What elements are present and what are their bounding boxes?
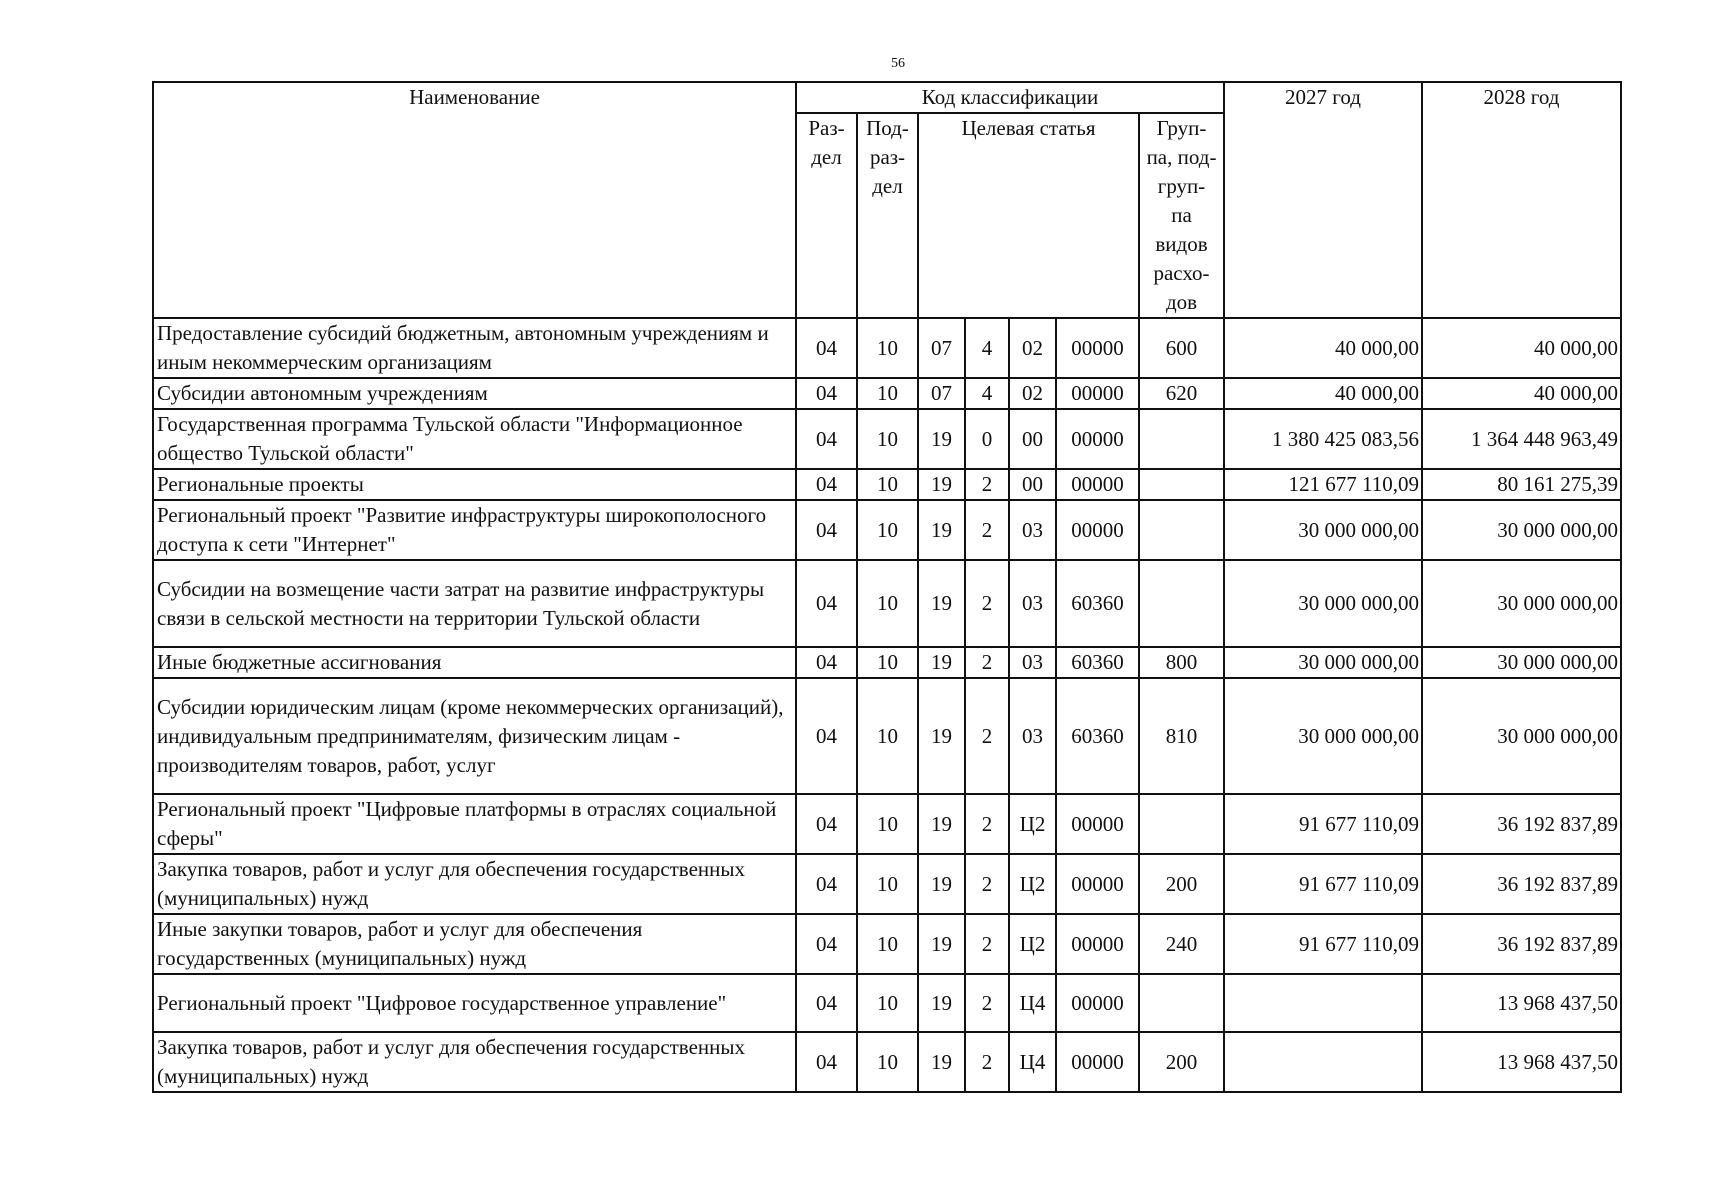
row-name: Региональные проекты <box>153 469 796 500</box>
row-target-direction: 00000 <box>1056 378 1139 409</box>
row-target-event: Ц2 <box>1009 794 1056 854</box>
row-target-direction: 00000 <box>1056 318 1139 378</box>
table-row <box>153 794 1621 854</box>
row-target-event: 03 <box>1009 560 1056 647</box>
row-expense-group: 600 <box>1139 318 1224 378</box>
row-amount-2027: 91 677 110,09 <box>1224 854 1422 914</box>
header-year-2028: 2028 год <box>1422 82 1621 318</box>
row-target-event: 03 <box>1009 678 1056 794</box>
row-amount-2027: 121 677 110,09 <box>1224 469 1422 500</box>
page-number: 56 <box>891 56 905 71</box>
row-podrazdel: 10 <box>857 469 918 500</box>
row-target-program: 19 <box>918 560 965 647</box>
table-row <box>153 500 1621 560</box>
row-name: Иные бюджетные ассигнования <box>153 647 796 678</box>
header-podrazdel: Под- раз- дел <box>857 113 918 318</box>
row-target-type: 0 <box>965 409 1009 469</box>
row-razdel: 04 <box>796 678 857 794</box>
budget-table <box>152 81 1622 1093</box>
row-amount-2028: 13 968 437,50 <box>1422 974 1621 1032</box>
row-expense-group: 200 <box>1139 854 1224 914</box>
row-target-type: 2 <box>965 500 1009 560</box>
row-expense-group <box>1139 974 1224 1032</box>
row-name: Государственная программа Тульской области "Информационное общество Тульской области" <box>153 409 796 469</box>
row-razdel: 04 <box>796 854 857 914</box>
row-razdel: 04 <box>796 318 857 378</box>
row-name: Региональный проект "Цифровое государственное управление" <box>153 974 796 1032</box>
table-row <box>153 469 1621 500</box>
row-target-event: 03 <box>1009 500 1056 560</box>
row-target-type: 4 <box>965 318 1009 378</box>
table-row <box>153 409 1621 469</box>
row-razdel: 04 <box>796 647 857 678</box>
row-target-event: 00 <box>1009 409 1056 469</box>
row-razdel: 04 <box>796 500 857 560</box>
row-expense-group: 240 <box>1139 914 1224 974</box>
row-razdel: 04 <box>796 409 857 469</box>
row-target-direction: 00000 <box>1056 914 1139 974</box>
row-razdel: 04 <box>796 914 857 974</box>
row-target-type: 2 <box>965 678 1009 794</box>
row-amount-2027: 30 000 000,00 <box>1224 678 1422 794</box>
row-amount-2027: 91 677 110,09 <box>1224 794 1422 854</box>
row-target-event: Ц4 <box>1009 974 1056 1032</box>
row-podrazdel: 10 <box>857 560 918 647</box>
row-target-program: 19 <box>918 974 965 1032</box>
row-target-direction: 00000 <box>1056 794 1139 854</box>
row-name: Иные закупки товаров, работ и услуг для обеспечения государственных (муниципальных) нужд <box>153 914 796 974</box>
row-target-type: 2 <box>965 974 1009 1032</box>
header-group: Груп- па, под- груп- па видов расхо- дов <box>1139 113 1224 318</box>
table-row <box>153 914 1621 974</box>
row-amount-2028: 36 192 837,89 <box>1422 914 1621 974</box>
header-razdel: Раз- дел <box>796 113 857 318</box>
row-name: Закупка товаров, работ и услуг для обеспечения государственных (муниципальных) нужд <box>153 854 796 914</box>
header-year-2027: 2027 год <box>1224 82 1422 318</box>
row-expense-group <box>1139 469 1224 500</box>
table-row <box>153 378 1621 409</box>
row-razdel: 04 <box>796 794 857 854</box>
table-row <box>153 854 1621 914</box>
row-podrazdel: 10 <box>857 318 918 378</box>
row-target-direction: 00000 <box>1056 1032 1139 1092</box>
row-podrazdel: 10 <box>857 678 918 794</box>
row-target-event: 02 <box>1009 378 1056 409</box>
row-podrazdel: 10 <box>857 500 918 560</box>
row-expense-group <box>1139 560 1224 647</box>
row-name: Субсидии автономным учреждениям <box>153 378 796 409</box>
row-amount-2027 <box>1224 1032 1422 1092</box>
row-amount-2028: 36 192 837,89 <box>1422 794 1621 854</box>
row-name: Региональный проект "Развитие инфраструктуры широкополосного доступа к сети "Интернет" <box>153 500 796 560</box>
row-amount-2027: 40 000,00 <box>1224 318 1422 378</box>
row-target-program: 19 <box>918 914 965 974</box>
row-podrazdel: 10 <box>857 1032 918 1092</box>
row-target-event: 02 <box>1009 318 1056 378</box>
row-expense-group: 810 <box>1139 678 1224 794</box>
row-target-program: 07 <box>918 378 965 409</box>
row-podrazdel: 10 <box>857 409 918 469</box>
table-row <box>153 647 1621 678</box>
row-target-type: 2 <box>965 469 1009 500</box>
row-amount-2027: 30 000 000,00 <box>1224 560 1422 647</box>
row-amount-2027 <box>1224 974 1422 1032</box>
row-target-program: 19 <box>918 1032 965 1092</box>
table-body <box>153 318 1621 1092</box>
row-podrazdel: 10 <box>857 974 918 1032</box>
row-expense-group: 200 <box>1139 1032 1224 1092</box>
row-name: Региональный проект "Цифровые платформы в отраслях социальной сферы" <box>153 794 796 854</box>
row-amount-2028: 30 000 000,00 <box>1422 647 1621 678</box>
row-target-program: 07 <box>918 318 965 378</box>
row-target-direction: 00000 <box>1056 854 1139 914</box>
row-name: Субсидии на возмещение части затрат на развитие инфраструктуры связи в сельской местности на территории Тульской области <box>153 560 796 647</box>
header-target: Целевая статья <box>918 113 1139 318</box>
row-target-direction: 60360 <box>1056 560 1139 647</box>
row-target-type: 4 <box>965 378 1009 409</box>
row-amount-2028: 1 364 448 963,49 <box>1422 409 1621 469</box>
table-row <box>153 678 1621 794</box>
row-expense-group: 620 <box>1139 378 1224 409</box>
row-expense-group <box>1139 409 1224 469</box>
row-name: Предоставление субсидий бюджетным, автономным учреждениям и иным некоммерческим организациям <box>153 318 796 378</box>
row-podrazdel: 10 <box>857 647 918 678</box>
row-amount-2028: 40 000,00 <box>1422 378 1621 409</box>
row-target-program: 19 <box>918 647 965 678</box>
row-amount-2027: 1 380 425 083,56 <box>1224 409 1422 469</box>
row-target-program: 19 <box>918 794 965 854</box>
row-razdel: 04 <box>796 378 857 409</box>
row-razdel: 04 <box>796 974 857 1032</box>
header-name: Наименование <box>153 82 796 318</box>
table-row <box>153 318 1621 378</box>
row-razdel: 04 <box>796 469 857 500</box>
row-podrazdel: 10 <box>857 854 918 914</box>
table-row <box>153 560 1621 647</box>
row-amount-2027: 40 000,00 <box>1224 378 1422 409</box>
row-target-type: 2 <box>965 854 1009 914</box>
row-target-event: 00 <box>1009 469 1056 500</box>
row-target-program: 19 <box>918 678 965 794</box>
row-name: Субсидии юридическим лицам (кроме некоммерческих организаций), индивидуальным предпринимателям, физическим лицам - производителям товаров, работ, услуг <box>153 678 796 794</box>
row-razdel: 04 <box>796 1032 857 1092</box>
row-amount-2027: 30 000 000,00 <box>1224 647 1422 678</box>
table-row <box>153 1032 1621 1092</box>
row-razdel: 04 <box>796 560 857 647</box>
row-podrazdel: 10 <box>857 914 918 974</box>
row-target-type: 2 <box>965 647 1009 678</box>
row-podrazdel: 10 <box>857 794 918 854</box>
row-amount-2027: 30 000 000,00 <box>1224 500 1422 560</box>
row-amount-2028: 36 192 837,89 <box>1422 854 1621 914</box>
row-target-type: 2 <box>965 560 1009 647</box>
row-amount-2028: 30 000 000,00 <box>1422 678 1621 794</box>
row-target-event: Ц4 <box>1009 1032 1056 1092</box>
row-target-type: 2 <box>965 914 1009 974</box>
row-target-direction: 00000 <box>1056 974 1139 1032</box>
table-row <box>153 974 1621 1032</box>
row-target-direction: 60360 <box>1056 647 1139 678</box>
table-header <box>153 82 1621 318</box>
row-amount-2028: 30 000 000,00 <box>1422 560 1621 647</box>
row-target-program: 19 <box>918 469 965 500</box>
row-target-type: 2 <box>965 794 1009 854</box>
header-code: Код классификации <box>796 82 1224 113</box>
row-target-event: Ц2 <box>1009 914 1056 974</box>
row-target-program: 19 <box>918 500 965 560</box>
row-target-type: 2 <box>965 1032 1009 1092</box>
row-expense-group <box>1139 794 1224 854</box>
row-podrazdel: 10 <box>857 378 918 409</box>
row-amount-2028: 30 000 000,00 <box>1422 500 1621 560</box>
row-target-program: 19 <box>918 409 965 469</box>
row-name: Закупка товаров, работ и услуг для обеспечения государственных (муниципальных) нужд <box>153 1032 796 1092</box>
row-target-direction: 00000 <box>1056 500 1139 560</box>
row-amount-2028: 80 161 275,39 <box>1422 469 1621 500</box>
row-target-program: 19 <box>918 854 965 914</box>
row-target-direction: 00000 <box>1056 469 1139 500</box>
row-expense-group <box>1139 500 1224 560</box>
row-amount-2027: 91 677 110,09 <box>1224 914 1422 974</box>
row-target-event: 03 <box>1009 647 1056 678</box>
row-expense-group: 800 <box>1139 647 1224 678</box>
row-amount-2028: 13 968 437,50 <box>1422 1032 1621 1092</box>
row-target-event: Ц2 <box>1009 854 1056 914</box>
row-target-direction: 60360 <box>1056 678 1139 794</box>
row-amount-2028: 40 000,00 <box>1422 318 1621 378</box>
row-target-direction: 00000 <box>1056 409 1139 469</box>
